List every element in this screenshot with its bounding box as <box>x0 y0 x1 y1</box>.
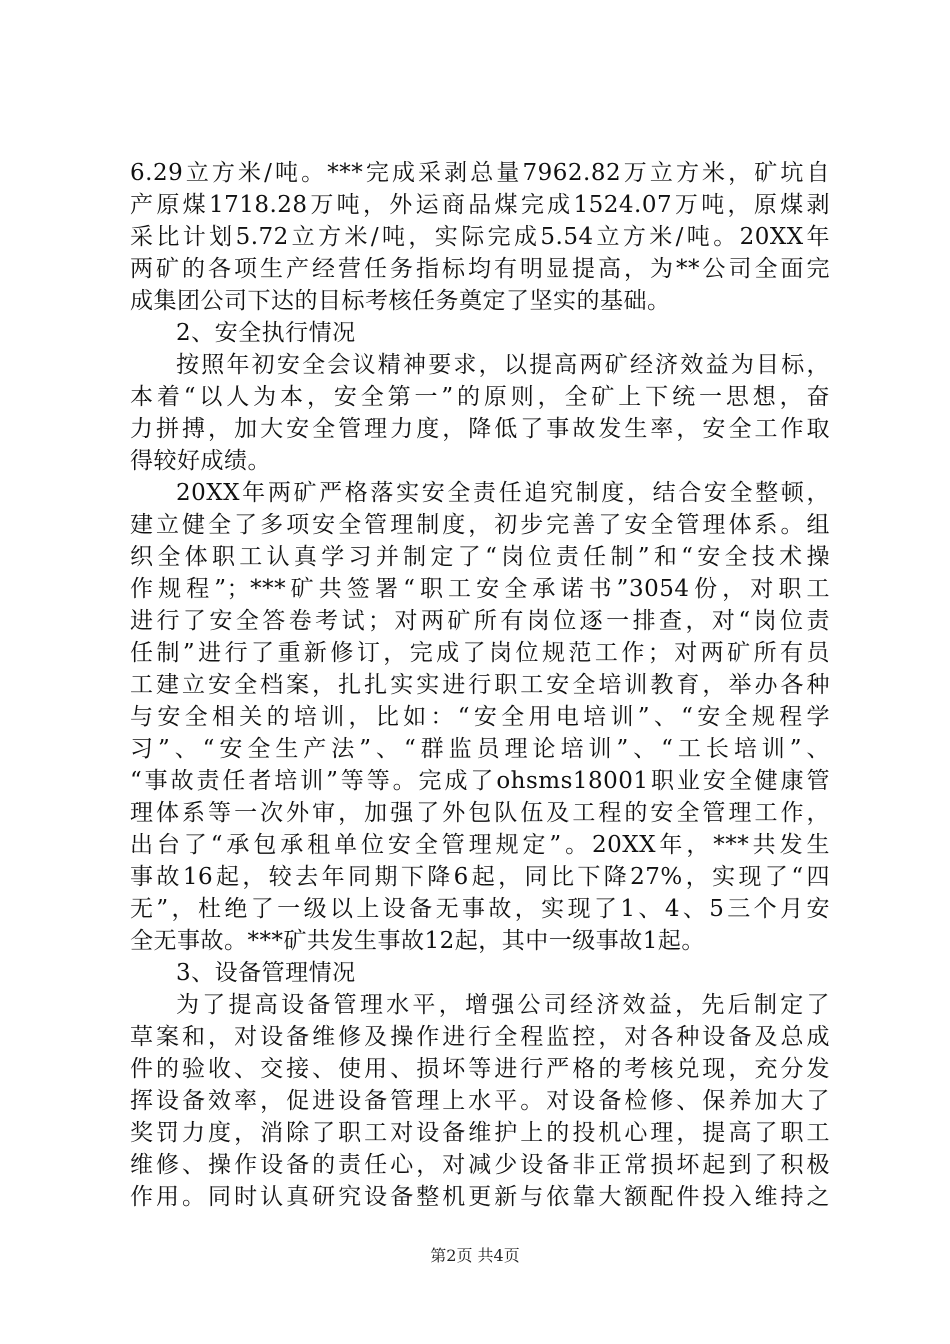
paragraph-last-line: 得较好成绩。 <box>130 448 271 474</box>
document-body <box>130 157 830 1213</box>
text-line: “事故责任者培训”等等。完成了ohsms18001职业安全健康管 <box>130 768 830 794</box>
text-line: 织全体职工认真学习并制定了“岗位责任制”和“安全技术操 <box>130 544 830 570</box>
text-line: 草案和，对设备维修及操作进行全程监控，对各种设备及总成 <box>130 1024 830 1050</box>
text-line: 进行了安全答卷考试；对两矿所有岗位逐一排查，对“岗位责 <box>130 608 830 634</box>
paragraph-first-line: 20XX年两矿严格落实安全责任追究制度，结合安全整顿， <box>176 480 830 506</box>
text-line: 事故16起，较去年同期下降6起，同比下降27%，实现了“四 <box>130 864 830 890</box>
text-line: 奖罚力度，消除了职工对设备维护上的投机心理，提高了职工 <box>130 1120 830 1146</box>
text-line: 维修、操作设备的责任心，对减少设备非正常损坏起到了积极 <box>130 1152 830 1178</box>
section-heading: 3、设备管理情况 <box>176 960 356 986</box>
page-footer: 第2页 共4页 <box>430 1246 520 1265</box>
text-line: 习”、“安全生产法”、“群监员理论培训”、“工长培训”、 <box>130 736 830 762</box>
text-line: 本着“以人为本，安全第一”的原则，全矿上下统一思想，奋 <box>130 384 830 410</box>
text-line: 工建立安全档案，扎扎实实进行职工安全培训教育，举办各种 <box>130 672 830 698</box>
text-line: 理体系等一次外审，加强了外包队伍及工程的安全管理工作， <box>130 800 830 826</box>
text-line: 作规程”；***矿共签署“职工安全承诺书”3054份，对职工 <box>130 576 830 602</box>
text-line: 与安全相关的培训，比如：“安全用电培训”、“安全规程学 <box>130 704 830 730</box>
paragraph-first-line: 按照年初安全会议精神要求，以提高两矿经济效益为目标， <box>176 352 830 378</box>
text-line: 建立健全了多项安全管理制度，初步完善了安全管理体系。组 <box>130 512 830 538</box>
section-heading: 2、安全执行情况 <box>176 320 356 346</box>
paragraph-last-line: 全无事故。***矿共发生事故12起，其中一级事故1起。 <box>130 928 705 954</box>
paragraph-first-line: 为了提高设备管理水平，增强公司经济效益，先后制定了 <box>176 992 830 1018</box>
text-line: 挥设备效率，促进设备管理上水平。对设备检修、保养加大了 <box>130 1088 830 1114</box>
text-line: 无”，杜绝了一级以上设备无事故，实现了1、4、5三个月安 <box>130 896 830 922</box>
text-line: 两矿的各项生产经营任务指标均有明显提高，为**公司全面完 <box>130 256 830 282</box>
paragraph-last-line: 成集团公司下达的目标考核任务奠定了坚实的基础。 <box>130 288 671 314</box>
text-line: 件的验收、交接、使用、损坏等进行严格的考核兑现，充分发 <box>130 1056 830 1082</box>
text-line: 产原煤1718.28万吨，外运商品煤完成1524.07万吨，原煤剥 <box>130 192 830 218</box>
text-line: 采比计划5.72立方米/吨，实际完成5.54立方米/吨。20XX年 <box>130 224 830 250</box>
text-line: 出台了“承包承租单位安全管理规定”。20XX年，***共发生 <box>130 832 830 858</box>
text-line: 任制”进行了重新修订，完成了岗位规范工作；对两矿所有员 <box>130 640 830 666</box>
text-line: 6.29立方米/吨。***完成采剥总量7962.82万立方米，矿坑自 <box>130 160 830 186</box>
text-line: 作用。同时认真研究设备整机更新与依靠大额配件投入维持之 <box>130 1184 830 1210</box>
text-line: 力拼搏，加大安全管理力度，降低了事故发生率，安全工作取 <box>130 416 830 442</box>
